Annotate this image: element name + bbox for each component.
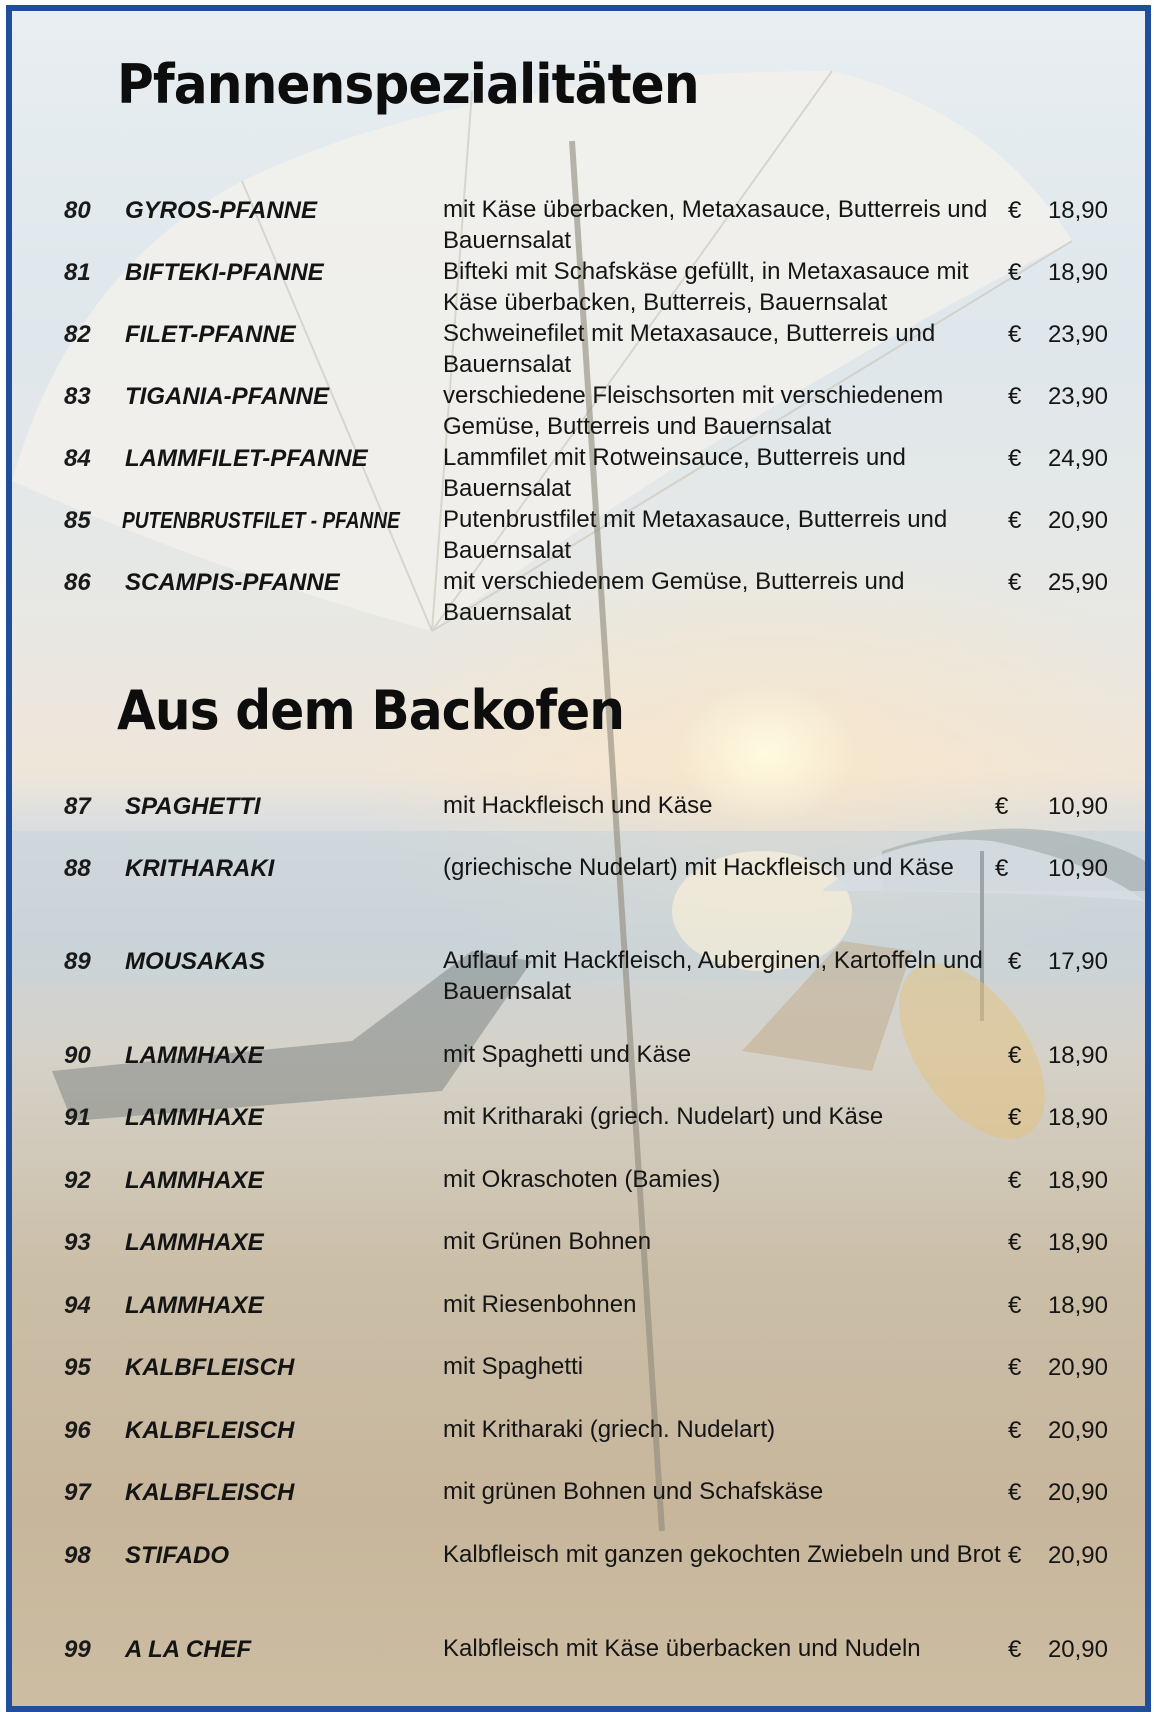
item-price: 18,90 [1047, 259, 1108, 286]
currency-symbol: € [1008, 383, 1022, 410]
currency-symbol: € [1008, 1042, 1022, 1069]
currency-symbol: € [1008, 1417, 1022, 1444]
item-name: LAMMHAXE [125, 1229, 264, 1256]
item-description: Kalbfleisch mit ganzen gekochten Zwiebeln und Brot [443, 1541, 1001, 1568]
item-number: 98 [64, 1542, 91, 1569]
item-price: 18,90 [1047, 1104, 1108, 1131]
item-price: 25,90 [1047, 569, 1108, 596]
item-description: verschiedene Fleischsorten mit verschiedenem Gemüse, Butterreis und Bauernsalat [443, 382, 944, 440]
item-description: mit Grünen Bohnen [443, 1228, 652, 1255]
currency-symbol: € [1008, 1636, 1022, 1663]
item-name: STIFADO [125, 1542, 230, 1569]
item-price: 23,90 [1047, 321, 1108, 348]
item-number: 82 [64, 321, 91, 348]
currency-symbol: € [1008, 321, 1022, 348]
item-price: 20,90 [1047, 507, 1108, 534]
item-description: Auflauf mit Hackfleisch, Auberginen, Kartoffeln und Bauernsalat [443, 947, 983, 1005]
currency-symbol: € [1008, 1167, 1022, 1194]
item-price: 18,90 [1047, 197, 1108, 224]
item-number: 96 [64, 1417, 91, 1444]
item-number: 87 [64, 793, 91, 820]
item-description: Schweinefilet mit Metaxasauce, Butterreis und Bauernsalat [443, 320, 936, 378]
item-description: mit grünen Bohnen und Schafskäse [443, 1478, 824, 1505]
item-name: KRITHARAKI [125, 855, 275, 882]
item-name: TIGANIA-PFANNE [125, 383, 329, 410]
currency-symbol: € [1008, 197, 1022, 224]
item-number: 90 [64, 1042, 91, 1069]
item-name: LAMMHAXE [125, 1104, 264, 1131]
currency-symbol: € [1008, 569, 1022, 596]
menu-page [6, 5, 1151, 1712]
item-name: SCAMPIS-PFANNE [125, 569, 340, 596]
item-price: 18,90 [1047, 1229, 1108, 1256]
currency-symbol: € [995, 855, 1009, 882]
item-price: 23,90 [1047, 383, 1108, 410]
item-name: LAMMHAXE [125, 1042, 264, 1069]
item-number: 84 [64, 445, 91, 472]
item-number: 92 [64, 1167, 91, 1194]
item-description: Putenbrustfilet mit Metaxasauce, Butterreis und Bauernsalat [443, 506, 948, 564]
item-description: Lammfilet mit Rotweinsauce, Butterreis und Bauernsalat [443, 444, 906, 502]
item-description: mit Käse überbacken, Metaxasauce, Butterreis und Bauernsalat [443, 196, 988, 254]
item-number: 85 [64, 507, 91, 534]
item-name: SPAGHETTI [125, 793, 261, 820]
currency-symbol: € [1008, 1229, 1022, 1256]
item-price: 10,90 [1047, 793, 1108, 820]
item-name: A LA CHEF [125, 1636, 252, 1663]
item-number: 94 [64, 1292, 91, 1319]
item-number: 83 [64, 383, 91, 410]
item-number: 89 [64, 948, 91, 975]
section-title-pfannenspezialitaeten: Pfannenspezialitäten [117, 53, 699, 116]
item-number: 95 [64, 1354, 91, 1381]
item-description: mit Hackfleisch und Käse [443, 792, 713, 819]
item-description: (griechische Nudelart) mit Hackfleisch und Käse [443, 854, 954, 881]
item-name: LAMMHAXE [125, 1167, 264, 1194]
currency-symbol: € [1008, 1542, 1022, 1569]
item-price: 18,90 [1047, 1167, 1108, 1194]
item-number: 81 [64, 259, 91, 286]
section-title-aus-dem-backofen: Aus dem Backofen [117, 679, 625, 742]
currency-symbol: € [995, 793, 1009, 820]
currency-symbol: € [1008, 445, 1022, 472]
currency-symbol: € [1008, 507, 1022, 534]
item-name: LAMMFILET-PFANNE [125, 445, 368, 472]
item-price: 20,90 [1047, 1417, 1108, 1444]
item-price: 18,90 [1047, 1042, 1108, 1069]
item-name: FILET-PFANNE [125, 321, 296, 348]
item-price: 20,90 [1047, 1354, 1108, 1381]
item-description: mit Spaghetti [443, 1353, 584, 1380]
item-name: BIFTEKI-PFANNE [125, 259, 324, 286]
item-number: 91 [64, 1104, 91, 1131]
item-description: Bifteki mit Schafskäse gefüllt, in Metaxasauce mit Käse überbacken, Butterreis, Bauernsalat [443, 258, 969, 316]
currency-symbol: € [1008, 1479, 1022, 1506]
item-description: mit verschiedenem Gemüse, Butterreis und Bauernsalat [443, 568, 905, 626]
item-name: KALBFLEISCH [125, 1354, 295, 1381]
item-number: 93 [64, 1229, 91, 1256]
item-price: 17,90 [1047, 948, 1108, 975]
item-number: 80 [64, 197, 91, 224]
item-description: mit Kritharaki (griech. Nudelart) und Käse [443, 1103, 884, 1130]
currency-symbol: € [1008, 1292, 1022, 1319]
item-description: mit Okraschoten (Bamies) [443, 1166, 721, 1193]
item-number: 88 [64, 855, 91, 882]
currency-symbol: € [1008, 1104, 1022, 1131]
item-price: 10,90 [1047, 855, 1108, 882]
item-number: 86 [64, 569, 91, 596]
item-description: mit Riesenbohnen [443, 1291, 637, 1318]
currency-symbol: € [1008, 1354, 1022, 1381]
item-name: KALBFLEISCH [125, 1479, 295, 1506]
item-name: LAMMHAXE [125, 1292, 264, 1319]
item-name: KALBFLEISCH [125, 1417, 295, 1444]
currency-symbol: € [1008, 259, 1022, 286]
item-name: MOUSAKAS [125, 948, 266, 975]
item-number: 99 [64, 1636, 91, 1663]
item-description: mit Spaghetti und Käse [443, 1041, 692, 1068]
currency-symbol: € [1008, 948, 1022, 975]
item-number: 97 [64, 1479, 91, 1506]
item-price: 20,90 [1047, 1542, 1108, 1569]
item-description: Kalbfleisch mit Käse überbacken und Nudeln [443, 1635, 921, 1662]
item-price: 18,90 [1047, 1292, 1108, 1319]
item-name: PUTENBRUSTFILET - PFANNE [122, 507, 400, 533]
item-price: 24,90 [1047, 445, 1108, 472]
item-price: 20,90 [1047, 1636, 1108, 1663]
item-price: 20,90 [1047, 1479, 1108, 1506]
item-description: mit Kritharaki (griech. Nudelart) [443, 1416, 776, 1443]
item-name: GYROS-PFANNE [125, 197, 318, 224]
